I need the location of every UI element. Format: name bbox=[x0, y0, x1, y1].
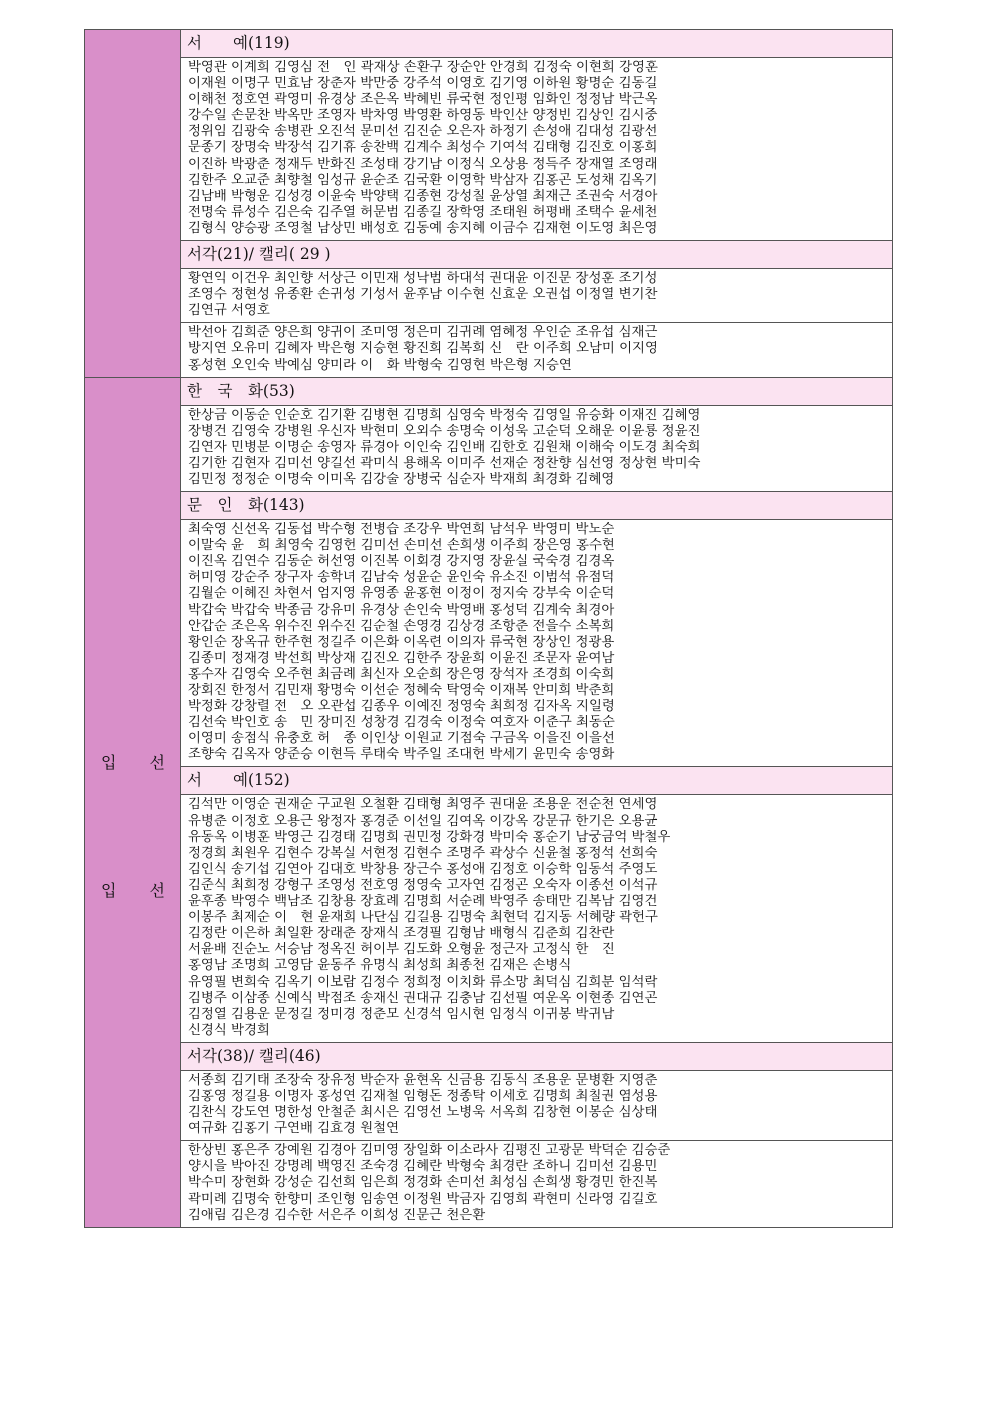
name-line: 조영수 정현성 유종환 손귀성 기성서 윤후남 이수현 신효운 오권섭 이정열 변기찬 bbox=[188, 287, 658, 303]
name-line: 문종기 장명숙 박장석 김기휴 송찬백 김계수 최성수 기여석 김태형 김진호 이홍희 bbox=[188, 140, 658, 156]
names-block bbox=[181, 1141, 893, 1227]
name-line: 김병주 이삼종 신예식 박점조 송재신 권대규 김충남 김선필 여운옥 이현종 김연곤 bbox=[188, 990, 658, 1006]
name-line: 김준식 최희정 강형구 조영성 전호영 정영숙 고자연 김정곤 오숙자 이종선 이석규 bbox=[188, 877, 658, 893]
names-block bbox=[181, 520, 893, 767]
name-line: 김종미 정재경 박선희 박상재 김진오 김한주 장윤희 이윤진 조문자 윤여남 bbox=[188, 650, 615, 666]
name-line: 정경희 최원우 김현수 강복실 서현정 김현수 조명주 곽상수 신윤철 홍정석 선희숙 bbox=[188, 845, 658, 861]
names-row bbox=[85, 520, 893, 767]
name-line: 이말숙 윤 희 최영숙 김영헌 김미선 손미선 손희생 이주희 장은영 홍수현 bbox=[188, 538, 615, 554]
section-header-row bbox=[85, 241, 893, 269]
name-line: 이영미 송점식 유충호 허 종 이인상 이원교 기점숙 구금옥 이을진 이을선 bbox=[188, 731, 615, 747]
name-line: 황인순 장옥규 한주현 정길주 이은화 이옥련 이의자 류국현 장상인 정광용 bbox=[188, 634, 615, 650]
name-line: 김민정 정정순 이명숙 이미옥 김강술 장병국 심순자 박재희 최경화 김혜영 bbox=[188, 471, 615, 487]
name-line: 이진하 박광춘 정재두 반화진 조성태 강기남 이정식 오상용 정득주 장재열 조영래 bbox=[188, 156, 658, 172]
names-row bbox=[85, 1070, 893, 1140]
name-line: 김석만 이영순 권재순 구교원 오철환 김태형 최영주 권대윤 조용운 전순천 연세영 bbox=[188, 797, 658, 813]
name-line: 박영관 이계희 김영심 전 인 곽재상 손환구 장순안 안경희 김정숙 이현희 강영훈 bbox=[188, 60, 658, 75]
name-line: 서종희 김기태 조장숙 장유정 박순자 윤현옥 신금용 김동식 조용운 문병환 지영춘 bbox=[188, 1072, 658, 1088]
name-line: 전명숙 류성수 김은숙 김주열 허문범 김종길 장학영 조태원 허평배 조택수 윤세천 bbox=[188, 204, 658, 220]
table-body bbox=[85, 30, 893, 1228]
name-line: 김홍영 정길용 이명자 홍성연 김재철 임형돈 정종탁 이세호 김명희 최칠권 염성용 bbox=[188, 1088, 658, 1104]
section-header: 서 예(119) bbox=[181, 30, 893, 58]
name-line: 이진옥 김연수 김동순 허선영 이진복 이회경 강지영 장윤실 국숙경 김경옥 bbox=[188, 554, 615, 570]
section-header: 서각(38)/ 캘리(46) bbox=[181, 1042, 893, 1070]
name-line: 한상빈 홍은주 강예원 김경아 김미영 장일화 이소라사 김평진 고광문 박덕순 김승준 bbox=[188, 1143, 671, 1159]
name-line: 양시을 박아진 강명례 백영진 조숙경 김혜란 박형숙 최경란 조하니 김미선 김용민 bbox=[188, 1159, 658, 1175]
names-block bbox=[181, 405, 893, 491]
name-line: 방지연 오유미 김혜자 박은형 지승현 황진희 김복희 신 란 이주희 오남미 이지영 bbox=[188, 341, 658, 357]
section-header: 서각(21)/ 캘리( 29 ) bbox=[181, 241, 893, 269]
name-line: 신경식 박경희 bbox=[188, 1022, 270, 1038]
name-line: 김연규 서영호 bbox=[188, 303, 270, 319]
name-line: 유영필 변희숙 김옥기 이보람 김정수 정희정 이치화 류소망 최덕심 김희분 임석락 bbox=[188, 974, 658, 990]
name-line: 유병춘 이정호 오용근 왕정자 홍경준 이선일 김여옥 이강옥 강문규 한기은 오용균 bbox=[188, 813, 658, 829]
section-header: 서 예(152) bbox=[181, 767, 893, 795]
section-header-row bbox=[85, 30, 893, 58]
name-line: 곽미례 김명숙 한향미 조인형 임송연 이정원 박금자 김영희 곽현미 신라영 김길호 bbox=[188, 1191, 658, 1207]
name-line: 김한주 오교준 최향철 임성규 윤순조 김국환 이영학 박삼자 김홍곤 도성채 김옥기 bbox=[188, 172, 658, 188]
section-header-row bbox=[85, 377, 893, 405]
names-row bbox=[85, 405, 893, 491]
name-line: 홍성현 오인숙 박예심 양미라 이 화 박형숙 김영현 박은형 지승연 bbox=[188, 357, 572, 373]
name-line: 유동옥 이병훈 박영근 김경태 김명희 권민정 강화경 박미숙 홍순기 남궁금억 박철우 bbox=[188, 829, 671, 845]
name-line: 홍수자 김영숙 오주현 최금례 최신자 오순희 장은영 장석자 조경희 이숙희 bbox=[188, 666, 615, 682]
section-header-row bbox=[85, 1042, 893, 1070]
group-side-cell bbox=[85, 377, 181, 1227]
names-block bbox=[181, 795, 893, 1042]
name-line: 여규화 김홍기 구연배 김효경 원철연 bbox=[188, 1121, 400, 1137]
name-line: 최숙영 신선옥 김동섭 박수형 전병습 조강우 박연희 남석우 박영미 박노순 bbox=[188, 522, 615, 538]
names-row bbox=[85, 323, 893, 377]
name-line: 한상금 이동순 인순호 김기환 김병현 김명희 심영숙 박정숙 김영일 유승화 이재진 김혜영 bbox=[188, 407, 701, 423]
name-line: 박선아 김희준 양은희 양귀이 조미영 정은미 김귀례 염혜정 우인순 조유섭 심재근 bbox=[188, 325, 658, 341]
section-header-row bbox=[85, 492, 893, 520]
name-line: 서윤배 진순노 서승남 정옥진 허이부 김도화 오형윤 정근자 고정식 한 진 bbox=[188, 942, 615, 958]
name-line: 김애림 김은경 김수한 서은주 이희성 진문근 천은환 bbox=[188, 1207, 486, 1223]
name-line: 이재원 이명구 민효남 장춘자 박만중 강주석 이영호 김기영 이하원 황명순 김동길 bbox=[188, 76, 658, 92]
names-row bbox=[85, 58, 893, 241]
name-line: 강수일 손문찬 박옥만 조영자 박차영 박영환 하영동 박인산 양정빈 김상인 김시중 bbox=[188, 108, 658, 124]
name-line: 정위임 김광숙 송병관 오진석 문미선 김진순 오은자 하정기 손성애 김대성 김광선 bbox=[188, 124, 658, 140]
names-row bbox=[85, 1141, 893, 1227]
section-header: 문 인 화(143) bbox=[181, 492, 893, 520]
names-row bbox=[85, 269, 893, 323]
award-list-table bbox=[84, 29, 893, 1228]
group-side-cell bbox=[85, 30, 181, 378]
name-line: 김형식 양승광 조영철 남상민 배성호 김동예 송지혜 이금수 김재현 이도영 최은영 bbox=[188, 220, 658, 236]
names-row bbox=[85, 795, 893, 1042]
name-line: 홍영남 조명희 고영담 윤동주 유명식 최성희 최종천 김재은 손병식 bbox=[188, 958, 572, 974]
names-block bbox=[181, 1070, 893, 1140]
section-header: 한 국 화(53) bbox=[181, 377, 893, 405]
names-block bbox=[181, 323, 893, 377]
names-block bbox=[181, 269, 893, 323]
name-line: 조향숙 김옥자 양준승 이현득 루태숙 박주일 조대헌 박세기 윤민숙 송영화 bbox=[188, 747, 615, 763]
name-line: 김남배 박형운 김성경 이윤숙 박양택 김종현 강성칠 윤상열 최재근 조권숙 서경아 bbox=[188, 188, 658, 204]
names-block bbox=[181, 58, 893, 241]
name-line: 장병건 김영숙 강병원 우신자 박현미 오외수 송명숙 이성욱 고순덕 오해운 이윤룡 정윤진 bbox=[188, 423, 701, 439]
name-line: 장회진 한정서 김민재 황명숙 이선순 정혜숙 탁영숙 이재복 안미희 박춘희 bbox=[188, 683, 615, 698]
name-line: 김연자 민병분 이명순 송영자 류경아 이인숙 김인배 김한호 김원채 이해숙 이도경 최숙희 bbox=[188, 439, 701, 455]
name-line: 김찬식 강도연 명한성 안철준 최시은 김영선 노병욱 서옥희 김창현 이봉순 심상태 bbox=[188, 1105, 658, 1121]
name-line: 김정란 이은하 최일환 장래춘 장재식 조경필 김형남 배형식 김춘희 김찬란 bbox=[188, 926, 615, 942]
section-header-row bbox=[85, 767, 893, 795]
name-line: 김기한 김현자 김미선 양길선 곽미식 용해옥 이미주 선재순 정찬향 심선영 정상현 박미숙 bbox=[188, 455, 701, 471]
name-line: 김인식 송기섭 김연아 김대호 박창용 장근수 홍성애 김정호 이승학 임동석 주영도 bbox=[188, 861, 658, 877]
name-line: 윤후종 박영수 백남조 김창용 장효례 김명희 서순례 박영주 송태만 김복남 김영건 bbox=[188, 894, 658, 910]
side-label-lower: 입 선 bbox=[101, 880, 179, 900]
name-line: 박정화 강창렬 전 오 오관섭 김종우 이예진 정영숙 최희정 김자옥 지일령 bbox=[188, 699, 615, 715]
name-line: 이해천 정호연 곽영미 유경상 조은옥 박혜빈 류국현 정인평 임화인 정정남 박근옥 bbox=[188, 92, 658, 108]
name-line: 안갑순 조은옥 위수진 위수진 김순철 손영경 김상경 조항춘 전을수 소복희 bbox=[188, 618, 615, 634]
name-line: 김선숙 박인호 송 민 장미진 성창경 김경숙 이정숙 여호자 이춘구 최동순 bbox=[188, 715, 615, 731]
name-line: 김정열 김용운 문정길 정미경 정춘모 신경석 임시현 임정식 이귀봉 박귀남 bbox=[188, 1006, 615, 1022]
name-line: 허미영 강순주 장구자 송학녀 김남숙 성윤순 윤인숙 유소진 이범석 유점덕 bbox=[188, 570, 615, 586]
name-line: 박갑숙 박갑숙 박종금 강유미 유경상 손인숙 박영배 홍성덕 김계숙 최경아 bbox=[188, 602, 615, 618]
name-line: 이봉주 최제순 이 현 윤재희 나단심 김길용 김명숙 최현덕 김지동 서혜량 곽헌구 bbox=[188, 910, 658, 926]
side-label-upper: 입 선 bbox=[101, 753, 179, 773]
name-line: 김월순 이혜진 차현서 엄지영 유영종 윤홍현 이정이 정지숙 강부숙 이순덕 bbox=[188, 586, 615, 602]
name-line: 박수미 장현화 강성순 김선희 임은희 정경화 손미선 최성심 손희생 황경민 한진복 bbox=[188, 1175, 658, 1191]
name-line: 황연익 이건우 최인향 서상근 이민재 성낙범 하대석 권대윤 이진문 장성훈 조기성 bbox=[188, 271, 658, 287]
